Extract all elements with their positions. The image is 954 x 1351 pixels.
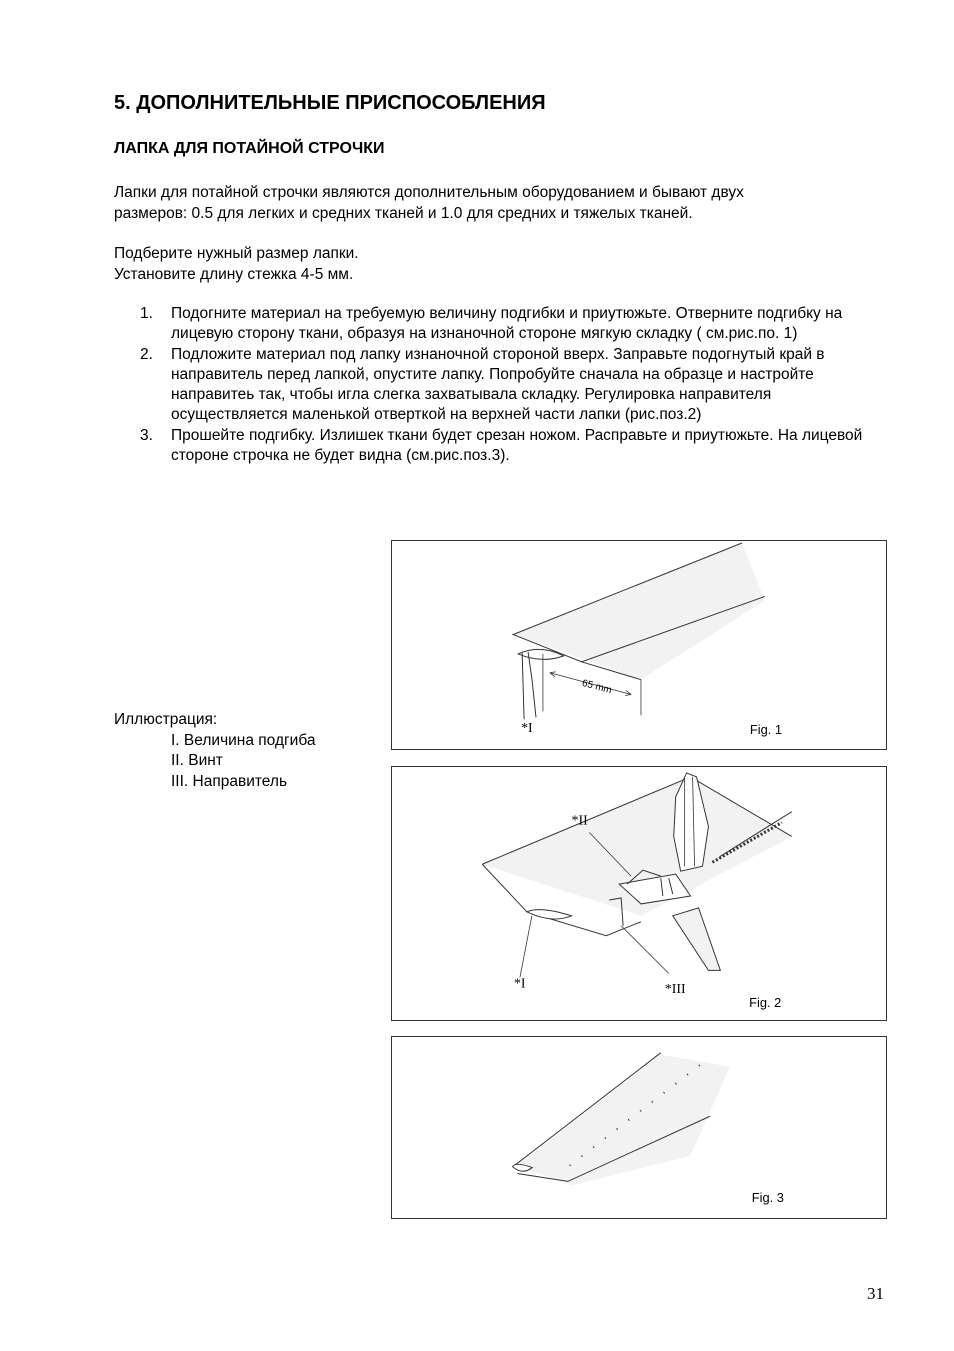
step-text: Подложите материал под лапку изнаночной стороной вверх. Заправьте подогнутый край в направитель перед лапкой, опустите лапку. Попробуйте сначала на образце и настройте направитеь так, чтобы игла слегка захватывала складку. Регулировка направителя осуществляется маленькой отверткой на верхней части лапки (рис.поз.2) xyxy=(171,345,825,424)
intro-paragraph xyxy=(114,182,744,224)
legend-item: II. Винт xyxy=(171,752,223,769)
fig1-marker-i: *I xyxy=(521,720,533,736)
setup-line-2: Установите длину стежка 4-5 мм. xyxy=(114,266,354,283)
legend-item: III. Направитель xyxy=(171,772,288,790)
figure-1 xyxy=(391,540,887,750)
legend-item: I. Величина подгиба xyxy=(171,731,316,749)
list-item xyxy=(140,345,885,426)
fig2-marker-i: *I xyxy=(513,976,526,992)
fig1-caption: Fig. 1 xyxy=(749,722,783,738)
steps-list xyxy=(140,304,885,466)
legend-title: Иллюстрация: xyxy=(114,711,218,728)
fig1-measure-label: 65 mm xyxy=(580,677,613,697)
setup-line-1: Подберите нужный размер лапки. xyxy=(114,245,359,262)
list-item xyxy=(140,304,885,345)
step-number: 3. xyxy=(140,426,153,444)
figure-3 xyxy=(391,1036,887,1219)
step-text: Прошейте подгибку. Излишек ткани будет срезан ножом. Расправьте и приутюжьте. На лицевой стороне строчка не будет видна (см.рис.поз.3). xyxy=(171,426,863,465)
figure-3-drawing xyxy=(392,1037,886,1218)
figure-1-drawing xyxy=(392,541,886,749)
fig2-marker-iii: *III xyxy=(664,982,686,998)
step-text: Подогните материал на требуемую величину подгибки и приутюжьте. Отверните подгибку на лицевую сторону ткани, образуя на изнаночной стороне мягкую складку ( см.рис.по. 1) xyxy=(171,305,843,343)
page-number: 31 xyxy=(867,1284,884,1303)
step-number: 2. xyxy=(140,345,153,363)
intro-line-1: Лапки для потайной строчки являются дополнительным оборудованием и бывают двух xyxy=(114,184,744,201)
figure-2 xyxy=(391,766,887,1021)
page-title: 5. ДОПОЛНИТЕЛЬНЫЕ ПРИСПОСОБЛЕНИЯ xyxy=(114,92,546,114)
list-item xyxy=(140,426,885,467)
setup-paragraph xyxy=(114,243,359,285)
fig3-caption: Fig. 3 xyxy=(751,1190,784,1206)
section-title: ЛАПКА ДЛЯ ПОТАЙНОЙ СТРОЧКИ xyxy=(114,140,385,157)
fig2-marker-ii: *II xyxy=(571,813,588,829)
figure-2-drawing xyxy=(392,767,886,1020)
illustration-legend xyxy=(114,710,315,792)
fig2-caption: Fig. 2 xyxy=(749,995,782,1011)
step-number: 1. xyxy=(140,305,153,322)
intro-line-2: размеров: 0.5 для легких и средних тканей и 1.0 для средних и тяжелых тканей. xyxy=(114,205,693,222)
